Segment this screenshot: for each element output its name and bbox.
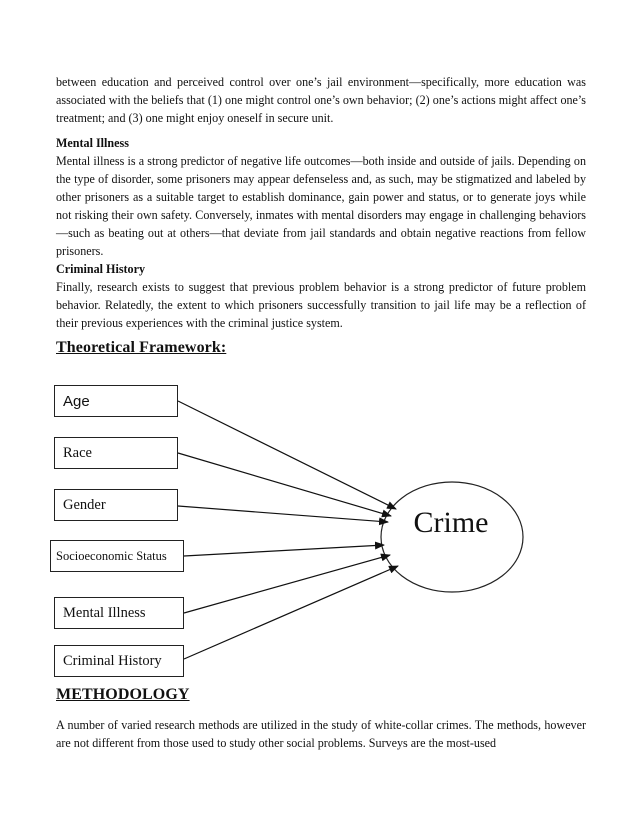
arrow-age bbox=[178, 401, 396, 509]
section-heading-mental-illness: Mental Illness bbox=[56, 136, 129, 150]
paragraph-mental-illness: Mental illness is a strong predictor of negative life outcomes—both inside and outside of jails. Depending on the type of disorder, some prisoners may appear defenseless and, as such, may be stigmatized and labeled by other prisoners as a suitable target to establish dominance, gain power and status, or to generate joys while not risking their own safety. Conversely, inmates with mental disorders may engage in challenging behaviors—such as beating out at others—that deviate from jail standards and obtain negative reactions from fellow prisoners. bbox=[56, 154, 586, 258]
factor-box-socioeconomic-status: Socioeconomic Status bbox=[50, 540, 184, 572]
factor-box-gender: Gender bbox=[54, 489, 178, 521]
factor-box-criminal-history: Criminal History bbox=[54, 645, 184, 677]
paragraph-methodology: A number of varied research methods are utilized in the study of white-collar crimes. The methods, however are not different from those used to study other social problems. Surveys are the most-used bbox=[56, 718, 586, 750]
paragraph-criminal-history: Finally, research exists to suggest that previous problem behavior is a strong predictor of future problem behavior. Relatedly, the extent to which prisoners successfully transition to jail life may be a reflection of their previous experiences with the criminal justice system. bbox=[56, 280, 586, 330]
factor-box-mental-illness: Mental Illness bbox=[54, 597, 184, 629]
arrow-mental-illness bbox=[184, 555, 390, 613]
paragraph-education-control: between education and perceived control over one’s jail environment—specifically, more education was associated with the beliefs that (1) one might control one’s own behavior; (2) one’s actions might affect one’s treatment; and (3) one might enjoy oneself in secure unit. bbox=[56, 75, 586, 125]
heading-theoretical-framework: Theoretical Framework: bbox=[56, 339, 227, 356]
section-heading-criminal-history: Criminal History bbox=[56, 262, 146, 276]
arrow-race bbox=[178, 453, 391, 516]
arrow-gender bbox=[178, 506, 388, 522]
arrow-socioeconomic-status bbox=[184, 545, 384, 556]
outcome-label-crime: Crime bbox=[413, 506, 489, 539]
factor-box-age: Age bbox=[54, 385, 178, 417]
factor-box-race: Race bbox=[54, 437, 178, 469]
heading-methodology: METHODOLOGY bbox=[56, 686, 190, 703]
arrow-criminal-history bbox=[184, 566, 398, 659]
